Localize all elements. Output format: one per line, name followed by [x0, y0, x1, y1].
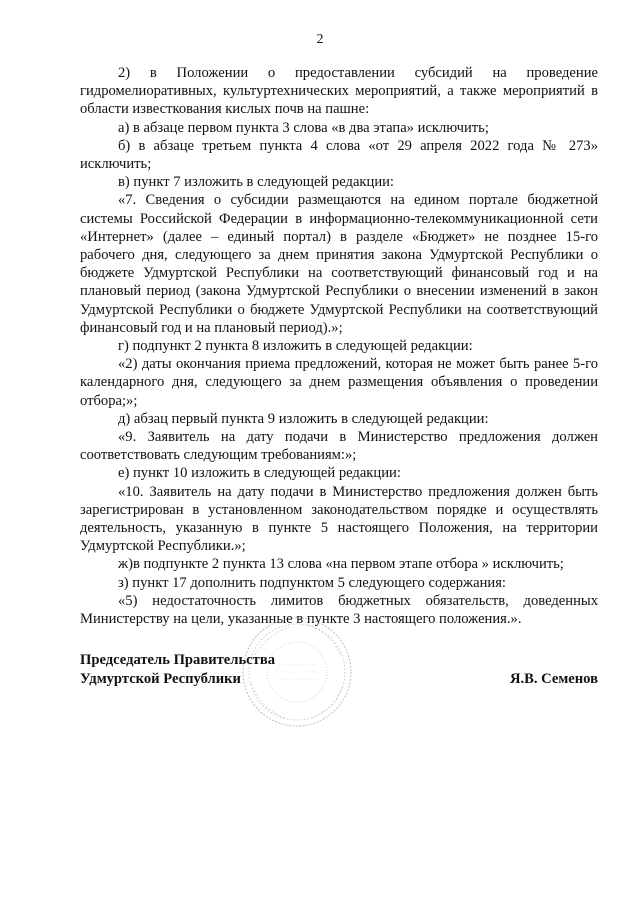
paragraph-quote-9: «9. Заявитель на дату подачи в Министерство предложения должен соответствовать следующим требованиям:»;: [80, 429, 598, 464]
paragraph-item-e: е) пункт 10 изложить в следующей редакции:: [118, 465, 401, 482]
paragraph-quote-2: «2) даты окончания приема предложений, которая не может быть ранее 5-го календарного дня, следующего за днем размещения объявления о проведении отбора;»;: [80, 356, 598, 409]
paragraph-item-b: б) в абзаце третьем пункта 4 слова «от 29 апреля 2022 года № 273» исключить;: [80, 137, 598, 173]
paragraph-quote-10: «10. Заявитель на дату подачи в Министерство предложения должен быть зарегистрирован в установленном законодательством порядке и осуществлять деятельность, указанную в пункте 5 настоящего Положения, на территории Удмуртской Республики.»;: [80, 483, 598, 555]
page-number: 2: [316, 32, 324, 47]
paragraph-quote-7: «7. Сведения о субсидии размещаются на едином портале бюджетной системы Российской Федерации в информационно-телекоммуникационной сети «Интернет» (далее – единый портал) в разделе «Бюджет» не позднее 15-го рабочего дня, следующего за днем принятия закона Удмуртской Республики о бюджете Удмуртской Республики на соответствующий финансовый год и на плановый период (закона Удмуртской Республики о внесении изменений в закон Удмуртской Республики о бюджете Удмуртской Республики на соответствующий финансовый год и на плановый период).»;: [80, 192, 598, 336]
paragraph-item-v: в) пункт 7 изложить в следующей редакции:: [118, 174, 394, 191]
signature-block: [80, 651, 598, 701]
signatory-title-line1: Председатель Правительства: [80, 652, 276, 668]
signatory-name: Я.В. Семенов: [509, 670, 598, 687]
paragraph-item-d: д) абзац первый пункта 9 изложить в следующей редакции:: [118, 410, 489, 427]
paragraph-item-a: а) в абзаце первом пункта 3 слова «в два этапа» исключить;: [118, 119, 489, 136]
paragraph-quote-5: «5) недостаточность лимитов бюджетных обязательств, доведенных Министерству на цели, указанные в пункте 3 настоящего положения.».: [80, 592, 598, 628]
paragraph-item-z: з) пункт 17 дополнить подпунктом 5 следующего содержания:: [118, 574, 506, 591]
paragraph-item-g: г) подпункт 2 пункта 8 изложить в следующей редакции:: [118, 338, 473, 355]
signatory-title-line2: Удмуртской Республики: [80, 670, 241, 687]
paragraph-item-2: 2) в Положении о предоставлении субсидий на проведение гидромелиоративных, культуртехнических мероприятий, а также мероприятий в области известкования кислых почв на пашне:: [80, 65, 598, 118]
paragraph-item-zh: ж)в подпункте 2 пункта 13 слова «на первом этапе отбора » исключить;: [118, 556, 564, 573]
document-body: [80, 64, 598, 628]
